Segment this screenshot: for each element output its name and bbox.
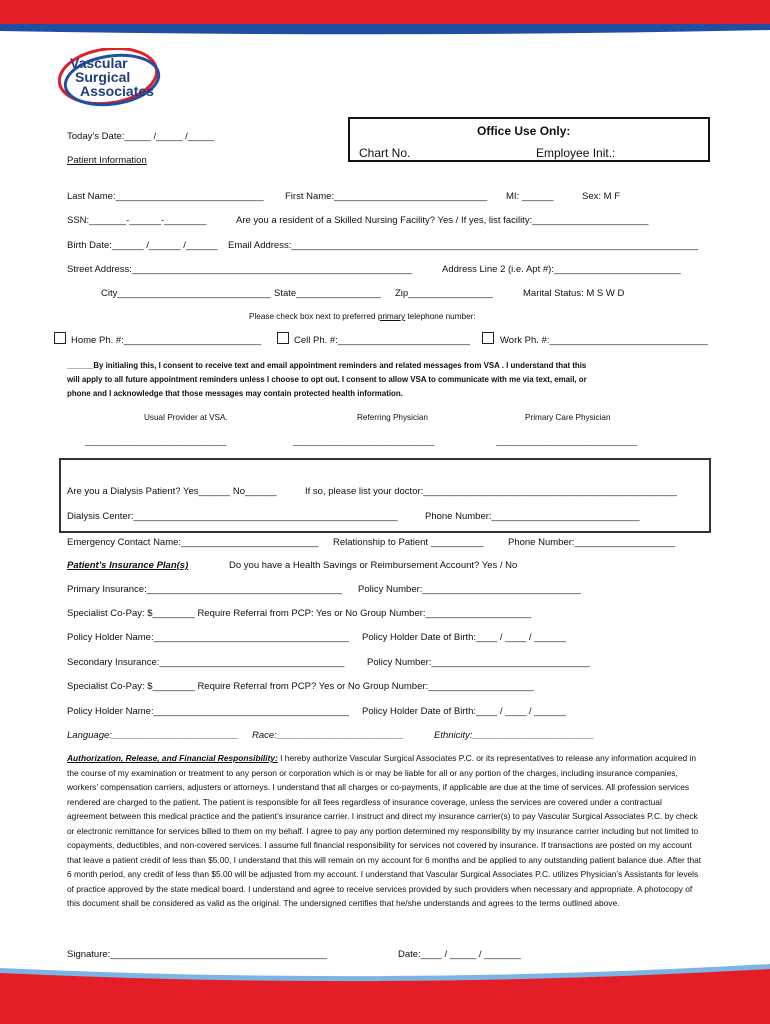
mi-field[interactable]: MI: ______ (506, 191, 554, 202)
policy-holder-name-2-field[interactable]: Policy Holder Name:_____________________________________ (67, 706, 350, 717)
dialysis-box (59, 458, 711, 533)
ethnicity-field[interactable]: Ethnicity:_______________________ (434, 730, 595, 741)
home-phone-field[interactable]: Home Ph. #:__________________________ (71, 335, 262, 346)
todays-date-field[interactable]: Today’s Date:_____ /_____ /_____ (67, 131, 215, 142)
policy-holder-dob-1-field[interactable]: Policy Holder Date of Birth:____ / ____ / ______ (362, 632, 566, 643)
dialysis-phone-field[interactable]: Phone Number:____________________________ (425, 511, 640, 522)
bottom-red-swoosh (0, 960, 770, 1024)
phone-prompt-post: telephone number: (405, 312, 476, 321)
top-red-stripe (0, 0, 770, 36)
referring-physician-line[interactable]: _______________________________ (293, 437, 435, 446)
specialist-copay-1-field[interactable]: Specialist Co-Pay: $________ Require Referral from PCP: Yes or No Group Number:____________________ (67, 608, 532, 619)
authorization-paragraph (67, 751, 703, 911)
work-phone-field[interactable]: Work Ph. #:______________________________ (500, 335, 708, 346)
sex-field[interactable]: Sex: M F (582, 191, 621, 202)
primary-insurance-field[interactable]: Primary Insurance:_____________________________________ (67, 584, 343, 595)
primary-policy-number-field[interactable]: Policy Number:______________________________ (358, 584, 581, 595)
svg-text:Vascular: Vascular (70, 55, 128, 71)
home-phone-checkbox[interactable] (54, 332, 66, 344)
signature-field[interactable]: Signature:_________________________________________ (67, 949, 327, 960)
language-field[interactable]: Language:________________________ (67, 730, 239, 741)
phone-prompt-primary: primary (377, 312, 406, 321)
emergency-phone-field[interactable]: Phone Number:___________________ (508, 537, 675, 548)
dialysis-question[interactable]: Are you a Dialysis Patient? Yes______ No______ (67, 486, 277, 497)
state-field[interactable]: State________________ (274, 288, 381, 299)
insurance-plans-heading: Patient’s Insurance Plan(s) (67, 560, 189, 571)
work-phone-checkbox[interactable] (482, 332, 494, 344)
primary-care-label: Primary Care Physician (525, 413, 611, 422)
usual-provider-label: Usual Provider at VSA. (144, 413, 228, 422)
cell-phone-field[interactable]: Cell Ph. #:_________________________ (294, 335, 470, 346)
secondary-insurance-field[interactable]: Secondary Insurance:___________________________________ (67, 657, 345, 668)
cell-phone-checkbox[interactable] (277, 332, 289, 344)
email-field[interactable]: Email Address:_____________________________________________________________________________ (228, 240, 699, 251)
address-line2-field[interactable]: Address Line 2 (i.e. Apt #):________________________ (442, 264, 681, 275)
usual-provider-line[interactable]: _______________________________ (85, 437, 227, 446)
chart-no-field[interactable]: Chart No. (359, 146, 411, 160)
phone-prompt (249, 312, 476, 321)
consent-line-1[interactable]: ______By initialing this, I consent to receive text and email appointment reminders and related messages from VSA . I understand that this (67, 361, 587, 370)
policy-holder-dob-2-field[interactable]: Policy Holder Date of Birth:____ / ____ / ______ (362, 706, 566, 717)
emergency-contact-field[interactable]: Emergency Contact Name:__________________________ (67, 537, 319, 548)
race-field[interactable]: Race:________________________ (252, 730, 404, 741)
phone-prompt-pre: Please check box next to preferred (249, 312, 378, 321)
consent-line-2: will apply to all future appointment reminders unless I choose to opt out. I consent to allow VSA to communicate with me via text, email, or (67, 375, 587, 384)
svg-text:Surgical: Surgical (75, 69, 131, 85)
signature-date-field[interactable]: Date:____ / _____ / _______ (398, 949, 522, 960)
zip-field[interactable]: Zip________________ (395, 288, 493, 299)
ssn-field[interactable]: SSN:_______-______-________ (67, 215, 207, 226)
hsa-question[interactable]: Do you have a Health Savings or Reimbursement Account? Yes / No (229, 560, 518, 571)
authorization-heading: Authorization, Release, and Financial Responsibility: (67, 753, 278, 763)
vsa-logo (58, 48, 168, 115)
birth-date-field[interactable]: Birth Date:______ /______ /______ (67, 240, 218, 251)
specialist-copay-2-field[interactable]: Specialist Co-Pay: $________ Require Referral from PCP? Yes or No Group Number:____________________ (67, 681, 534, 692)
secondary-policy-number-field[interactable]: Policy Number:______________________________ (367, 657, 590, 668)
dialysis-center-field[interactable]: Dialysis Center:__________________________________________________ (67, 511, 398, 522)
snf-question[interactable]: Are you a resident of a Skilled Nursing Facility? Yes / If yes, list facility:______________________ (236, 215, 649, 226)
svg-text:Associates: Associates (80, 83, 154, 99)
street-address-field[interactable]: Street Address:_____________________________________________________ (67, 264, 412, 275)
relationship-field[interactable]: Relationship to Patient __________ (333, 537, 484, 548)
primary-care-line[interactable]: _______________________________ (496, 437, 638, 446)
patient-information-heading: Patient Information (67, 155, 147, 166)
office-use-box (348, 117, 710, 162)
last-name-field[interactable]: Last Name:____________________________ (67, 191, 264, 202)
consent-line-3: phone and I acknowledge that those messages may contain protected health information. (67, 389, 403, 398)
policy-holder-name-1-field[interactable]: Policy Holder Name:_____________________________________ (67, 632, 350, 643)
marital-status-field[interactable]: Marital Status: M S W D (523, 288, 625, 299)
dialysis-doctor-field[interactable]: If so, please list your doctor:________________________________________________ (305, 486, 677, 497)
office-use-title: Office Use Only: (477, 124, 571, 138)
authorization-body: I hereby authorize Vascular Surgical Associates P.C. or its representatives to release any information acquired in the course of my examination or treatment to any person or corporation which is or may be liable for all or any portion of the charges, including insurance companies, workers’ compensation carriers, adjusters or attorneys. I understand that all charges or co-payments, if applicable are due at the time of services. All profession services rendered are charged to the patient. The patient is responsible for all fees regardless of insurance coverage, unless the services are covered under a contractual agreement between this medical practice and the patient’s insurance carrier. I instruct and direct my insurance carrier(s) to pay Vascular Surgical Associates P.C. by check or electronic remittance for services billed to them on my behalf. I agree to pay any portion determined my responsibility by my insurance carrier including but not limited to copayments, deductibles, and non-covered services. I assume full financial responsibility for services not covered by insurance. If transactions are posted on my account that leave a patient credit of less than $5.00, I understand that this will remain on my account for 6 months and be applied to any outstanding patient balance due. After that 6 month period, any credit of less than $5.00 will be adjusted from my account. I understand that Vascular Surgical Associates P.C. utilizes Physician’s Assistants for levels of practice approved by the state medical board. I understand and agree to receive services provided by such providers when necessary and appropriate. A photocopy of this document shall be considered as valid as the original. The undersigned certifies that he/she understands and agrees to the terms outlined above. (67, 753, 702, 908)
city-field[interactable]: City_____________________________ (101, 288, 271, 299)
referring-physician-label: Referring Physician (357, 413, 428, 422)
employee-init-field[interactable]: Employee Init.: (536, 146, 616, 160)
first-name-field[interactable]: First Name:_____________________________ (285, 191, 488, 202)
